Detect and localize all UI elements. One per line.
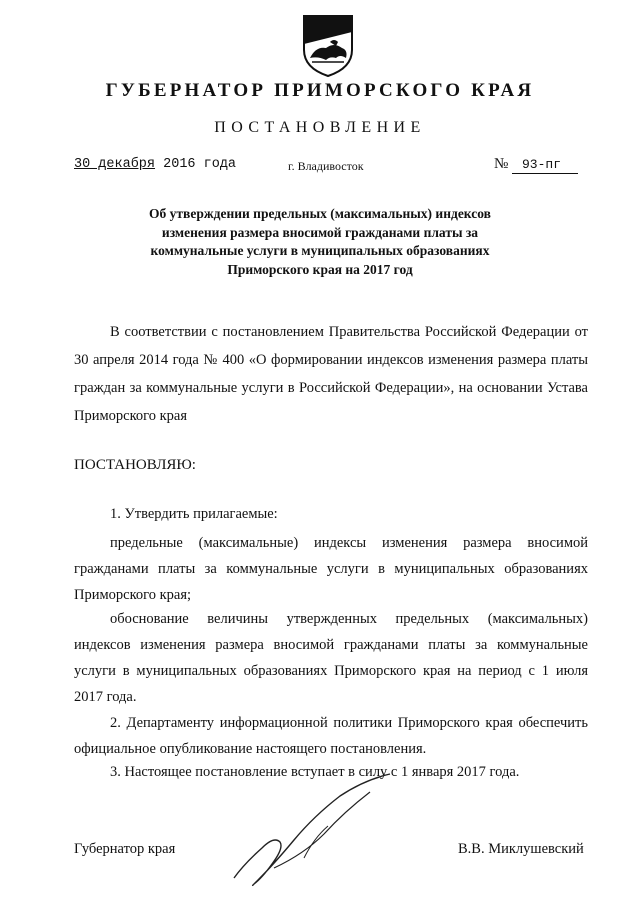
document-number: 93-пг: [512, 157, 578, 174]
document-type: ПОСТАНОВЛЕНИЕ: [214, 119, 426, 136]
item-1: 1. Утвердить прилагаемые:: [110, 506, 278, 522]
date-year: 2016 года: [155, 157, 237, 172]
item-1b: обоснование величины утвержденных предельных (максимальных) индексов изменения размера вносимой гражданами платы за коммунальные услуги в муниципальных образованиях Приморского края на период с 1 июля 2017 года.: [74, 611, 588, 705]
signatory-name: В.В. Миклушевский: [458, 841, 584, 857]
item-2: 2. Департаменту информационной политики Приморского края обеспечить официальное опубликование настоящего постановления.: [74, 715, 588, 757]
preamble-paragraph: В соответствии с постановлением Правительства Российской Федерации от 30 апреля 2014 года № 400 «О формировании индексов изменения размера платы граждан за коммунальные услуги в Российской Федерации», на основании Устава Приморского края: [74, 324, 588, 424]
document-subject: Об утверждении предельных (максимальных) индексов изменения размера вносимой гражданами платы за коммунальные услуги в муниципальных образованиях Приморского края на 2017 год: [149, 206, 491, 277]
handwritten-signature: [214, 768, 414, 898]
document-city: г. Владивосток: [288, 159, 364, 173]
item-3: 3. Настоящее постановление вступает в силу с 1 января 2017 года.: [110, 764, 520, 780]
number-label: №: [494, 156, 509, 172]
document-date: [74, 157, 236, 172]
issuer-title: ГУБЕРНАТОР ПРИМОРСКОГО КРАЯ: [105, 80, 535, 101]
decree-word: ПОСТАНОВЛЯЮ:: [74, 457, 196, 473]
signatory-position: Губернатор края: [74, 841, 176, 857]
item-1a: предельные (максимальные) индексы изменения размера вносимой гражданами платы за коммунальные услуги в муниципальных образованиях Приморского края;: [74, 535, 588, 603]
date-day-month: 30 декабря: [74, 157, 156, 172]
coat-of-arms-emblem: [300, 12, 356, 78]
